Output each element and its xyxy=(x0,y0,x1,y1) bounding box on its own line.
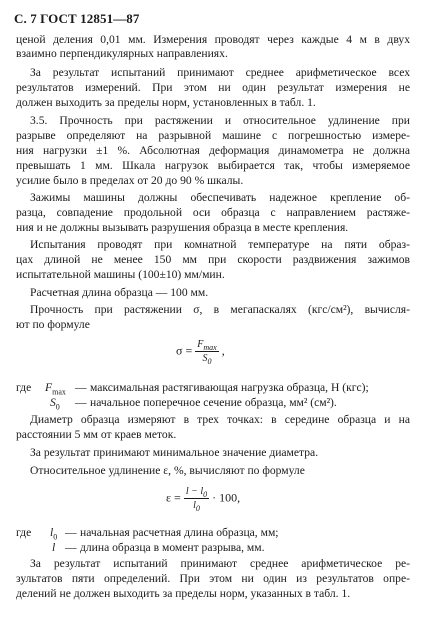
text-line: Испытания проводят при комнатной температуре на пяти образ- xyxy=(30,238,410,251)
text-line: взаимно перпендикулярных направлениях. xyxy=(16,47,228,60)
text-line: делений не должен выходить за пределы норм, указанных в табл. 1. xyxy=(16,587,351,600)
where-label: где xyxy=(16,526,32,539)
text-line: 3.5. Прочность при растяжении и относительное удлинение при xyxy=(30,114,410,127)
text-line: ния и не должны вызывать разрушения образца в месте крепления. xyxy=(16,221,349,234)
where-label: где xyxy=(16,381,32,394)
text-line: Прочность при растяжении σ, в мегапаскалях (кгс/см²), вычисля- xyxy=(30,303,410,316)
text-line: Зажимы машины должны обеспечивать надежное крепление об- xyxy=(30,191,410,204)
text-line: ценой деления 0,01 мм. Измерения проводят через каждые 4 м в двух xyxy=(16,33,410,46)
formula-numerator: $l - l_0$ xyxy=(185,486,208,499)
text-line: Расчетная длина образца — 100 мм. xyxy=(30,286,209,299)
symbol-l: l xyxy=(52,541,56,554)
dash: — xyxy=(75,396,87,409)
formula-tail: , xyxy=(221,343,225,358)
text-line: За результат испытаний принимают среднее арифметическое ре- xyxy=(30,557,410,570)
formula-fraction xyxy=(184,486,209,511)
text-line: начальная расчетная длина образца, мм; xyxy=(80,526,279,539)
text-line: За результат принимают минимальное значение диаметра. xyxy=(30,446,319,459)
formula-tensile-strength xyxy=(176,339,225,364)
text-line: ют по формуле xyxy=(16,318,90,331)
text-line: превышать 1 мм. Шкала нагрузок выбирается так, чтобы измеряемое xyxy=(16,159,410,172)
text-line: разца, совпадение продольной оси образца с направлением растяже- xyxy=(16,206,410,219)
text-line: длина образца в момент разрыва, мм. xyxy=(80,541,265,554)
text-line: максимальная растягивающая нагрузка образца, Н (кгс); xyxy=(90,381,369,394)
text-line: расстоянии 5 мм от краев меток. xyxy=(16,428,177,441)
text-line: должен выходить за пределы норм, установленных в табл. 1. xyxy=(16,96,316,109)
symbol-l0: $l_0$ xyxy=(50,526,58,542)
formula-denominator: $l_0$ xyxy=(193,500,200,513)
dash: — xyxy=(65,526,77,539)
formula-elongation xyxy=(166,486,240,511)
symbol-fmax: $F_{max}$ xyxy=(45,381,66,397)
text-line: испытательной машины (100±10) мм/мин. xyxy=(16,268,225,281)
text-line: Диаметр образца измеряют в трех точках: в середине образца и на xyxy=(30,413,410,426)
formula-lhs: ε = xyxy=(166,490,181,505)
text-line: разрыве определяют на разрывной машине с погрешностью измере- xyxy=(16,129,410,142)
formula-denominator: $S_0$ xyxy=(202,353,212,366)
text-line: начальное поперечное сечение образца, мм² (см²). xyxy=(90,396,337,409)
text-line: ния нагрузки ±1 %. Абсолютная деформация динамометра не должна xyxy=(16,144,410,157)
dash: — xyxy=(65,541,77,554)
text-line: зультатов пяти определений. При этом ни один из результатов опре- xyxy=(16,572,410,585)
text-line: результатов измерений. При этом ни один результат измерения не xyxy=(16,81,410,94)
dash: — xyxy=(75,381,87,394)
symbol-s0: $S_0$ xyxy=(50,396,60,412)
text-line: За результат испытаний принимают среднее арифметическое всех xyxy=(30,66,410,79)
text-line: Относительное удлинение ε, %, вычисляют по формуле xyxy=(30,464,305,477)
formula-lhs: σ = xyxy=(176,343,193,358)
text-line: усилие было в пределах от 20 до 90 % шкалы. xyxy=(16,174,244,187)
text-line: цах длиной не менее 150 мм при скорости раздвижения зажимов xyxy=(16,253,410,266)
formula-fraction xyxy=(195,339,218,364)
formula-tail: · 100, xyxy=(212,490,241,505)
page-header: С. 7 ГОСТ 12851—87 xyxy=(14,11,140,26)
formula-numerator: $F_{max}$ xyxy=(197,339,217,352)
